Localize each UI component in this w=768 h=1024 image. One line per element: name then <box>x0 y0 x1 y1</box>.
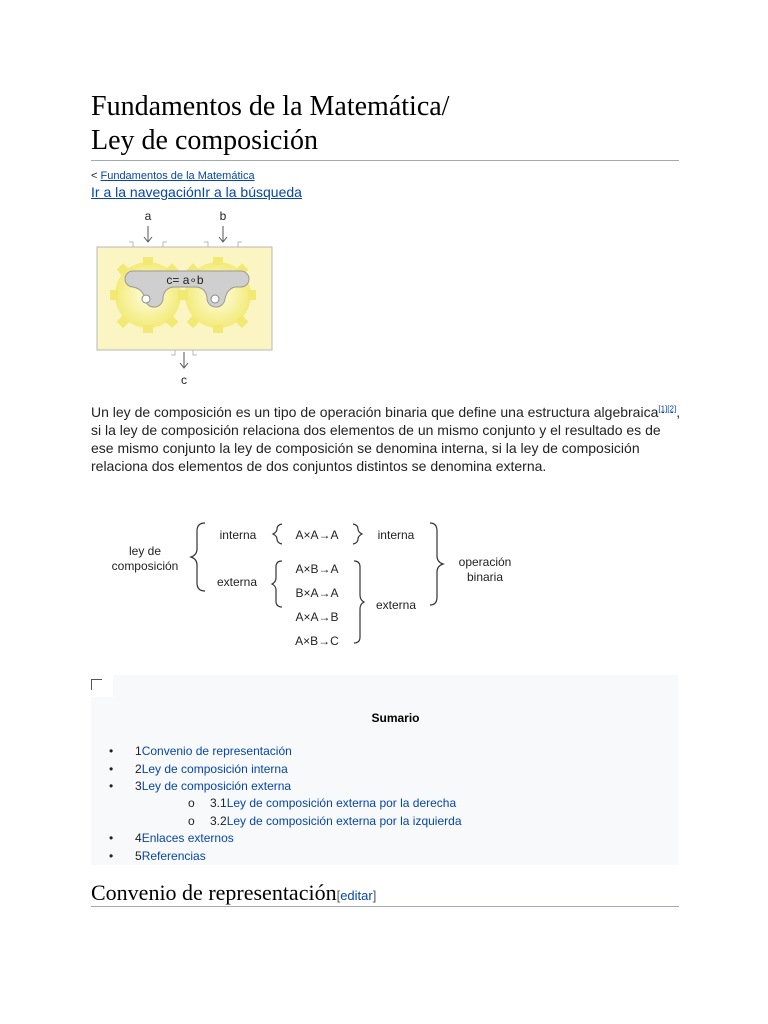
toc-sub-bullet: o <box>188 814 195 828</box>
externa-label: externa <box>216 575 258 589</box>
right-externa-label: externa <box>375 598 417 612</box>
breadcrumb-prefix: < <box>91 170 101 182</box>
page-title-line2: Ley de composición <box>91 125 319 156</box>
intro-text-before: Un ley de composición es un tipo de operación binaria que define una estructura algebraica <box>91 404 659 420</box>
intro-text-after: , si la ley de composición relaciona dos elementos de un mismo conjunto y el resultado es de ese mismo conjunto la ley de composición se denomina interna, si la ley de composición relaciona dos elementos de dos conjuntos distintos se denomina externa. <box>91 404 681 474</box>
jump-to-search-link[interactable]: Ir a la búsqueda <box>201 184 302 200</box>
edit-section-link[interactable]: editar <box>340 888 373 903</box>
operacion-label-line1: operación <box>458 555 512 569</box>
classification-diagram <box>100 515 530 660</box>
intro-paragraph <box>91 403 683 475</box>
jump-links <box>91 184 302 200</box>
externa-formula-4: A×B→C <box>295 634 339 648</box>
section-heading-convenio <box>91 880 376 906</box>
section-edit <box>337 888 377 903</box>
output-arrow <box>180 352 188 368</box>
output-c-label: c <box>181 373 187 387</box>
jump-to-navigation-link[interactable]: Ir a la navegación <box>91 184 202 200</box>
left-axle <box>142 295 150 303</box>
page-title-line1: Fundamentos de la Matemática/ <box>91 91 450 122</box>
edit-bracket-open: [ <box>336 888 341 903</box>
toc-item-number: 2 <box>135 762 142 776</box>
toc-item-label[interactable]: Ley de composición externa por la derecha <box>226 796 457 810</box>
root-label-line1: ley de <box>128 544 162 558</box>
section-divider <box>91 906 679 907</box>
toc-bullet: • <box>109 762 114 776</box>
toc-bullet: • <box>109 831 114 845</box>
input-a-label: a <box>144 209 152 223</box>
breadcrumb-link[interactable]: Fundamentos de la Matemática <box>100 170 255 182</box>
section-heading-text: Convenio de representación <box>91 880 337 905</box>
toc-bullet: • <box>109 849 114 863</box>
page-title <box>91 90 679 158</box>
interna-formula: A×A→A <box>295 528 339 542</box>
toc-item-5[interactable] <box>109 849 206 863</box>
externa-right-brace <box>354 561 364 643</box>
operacion-right-brace <box>430 523 443 605</box>
toc-toggle-checkbox[interactable] <box>91 679 102 690</box>
interna-left-brace <box>273 524 282 544</box>
right-axle <box>211 295 219 303</box>
toc-item-number: 1 <box>135 744 142 758</box>
input-b-label: b <box>219 209 227 223</box>
toc-item-label[interactable]: Enlaces externos <box>141 831 234 845</box>
input-b-arrow <box>219 226 227 242</box>
toc-item-1[interactable] <box>109 744 292 758</box>
edit-bracket-close: ] <box>372 888 377 903</box>
toc-item-3-1[interactable] <box>188 796 457 810</box>
toc-item-label[interactable]: Convenio de representación <box>141 744 292 758</box>
title-divider <box>91 160 679 161</box>
root-label-line2: composición <box>111 559 179 573</box>
toc-item-number: 4 <box>135 831 142 845</box>
toc-item-number: 3.1 <box>210 796 227 810</box>
reference-link-1[interactable]: [1] <box>658 404 668 414</box>
composition-gears-figure <box>91 207 281 392</box>
externa-formula-2: B×A→A <box>295 586 339 600</box>
toc-item-3-2[interactable] <box>188 814 462 828</box>
composition-formula: c= a∘b <box>166 273 204 287</box>
toc-sub-bullet: o <box>188 796 195 810</box>
interna-label: interna <box>219 528 257 542</box>
externa-formula-1: A×B→A <box>295 562 339 576</box>
externa-left-brace <box>272 561 282 607</box>
breadcrumb <box>91 170 255 182</box>
toc-item-4[interactable] <box>109 831 234 845</box>
toc-item-label[interactable]: Ley de composición externa por la izquierda <box>226 814 462 828</box>
toc-bullet: • <box>109 779 114 793</box>
toc-item-2[interactable] <box>109 762 288 776</box>
externa-formula-3: A×A→B <box>295 610 339 624</box>
toc-item-label[interactable]: Ley de composición externa <box>141 779 292 793</box>
reference-link-2[interactable]: [2] <box>667 404 677 414</box>
root-left-brace <box>191 523 205 591</box>
toc-item-label[interactable]: Referencias <box>141 849 206 863</box>
toc-item-number: 3.2 <box>210 814 227 828</box>
toc-item-3[interactable] <box>109 779 292 793</box>
right-interna-label: interna <box>377 528 415 542</box>
toc-bullet: • <box>109 744 114 758</box>
operacion-label-line2: binaria <box>466 570 504 584</box>
toc-item-number: 5 <box>135 849 142 863</box>
interna-right-brace <box>353 524 362 544</box>
toc-item-label[interactable]: Ley de composición interna <box>141 762 288 776</box>
input-a-arrow <box>144 226 152 242</box>
toc-item-number: 3 <box>135 779 142 793</box>
toc-title: Sumario <box>371 711 420 725</box>
